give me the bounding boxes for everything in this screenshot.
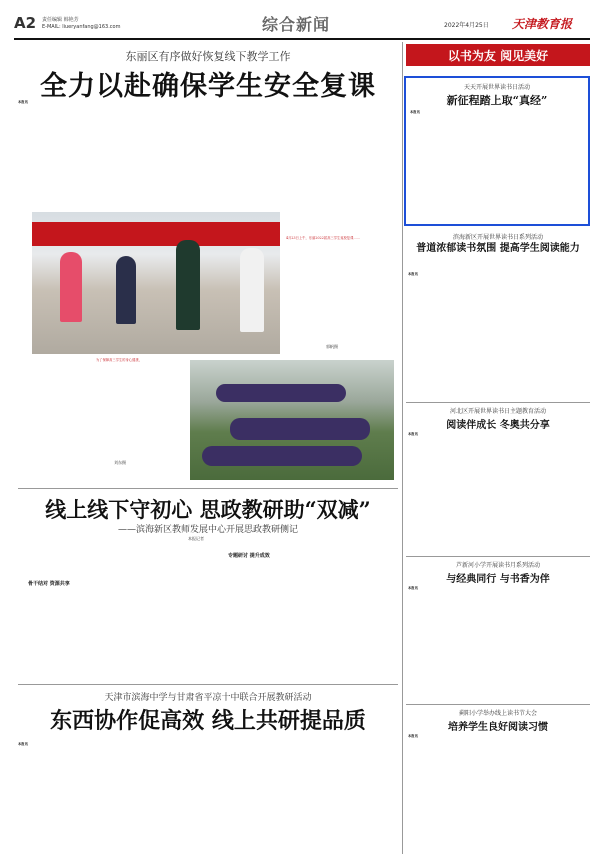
second-headline: 线上线下守初心 思政教研助“双减” [45, 497, 371, 522]
page-number-badge: A2 [14, 14, 37, 32]
lead-photo-field [190, 360, 394, 480]
lead-photo-caption-2 [96, 358, 184, 416]
lead-body-col-4 [306, 100, 396, 246]
sidebar-article-body [408, 734, 588, 852]
student-figure [60, 252, 82, 322]
second-subhead: ——滨海新区教师发展中心开展思政教研侧记 [117, 525, 298, 535]
issue-date: 2022年4月25日 [444, 22, 489, 29]
section-title: 综合新闻 [262, 15, 331, 34]
sidebar-box-body [410, 110, 584, 222]
sidebar-article-byline: 本报讯 [408, 432, 418, 436]
third-story [18, 688, 398, 738]
sidebar-article-3 [406, 558, 590, 702]
caption-2-text: 为了保障高三学生的身心健康， [96, 358, 143, 362]
sidebar-article-kicker: 芦新河小学开展读书月系列活动 [455, 562, 540, 569]
sidebar-item-divider [406, 556, 590, 557]
student-lying [230, 418, 370, 440]
sidebar-box-headline: 新征程踏上取“真经” [446, 94, 548, 107]
second-body-col-1 [18, 556, 108, 680]
third-byline: 本报讯 [18, 742, 28, 746]
email-label: E-MAIL: liueryanfang@163.com [42, 24, 121, 30]
sidebar-article-4 [406, 706, 590, 854]
sidebar-article-1 [406, 230, 590, 400]
sidebar-item-divider [406, 402, 590, 403]
third-kicker: 天津市滨海中学与甘肃省平凉十中联合开展教研活动 [104, 693, 312, 703]
second-body-col-2 [114, 556, 204, 680]
sidebar-article-headline: 与经典同行 与书香为伴 [446, 574, 550, 585]
section-divider [18, 488, 398, 489]
page-header [14, 10, 590, 38]
lead-kicker: 东丽区有序做好恢复线下教学工作 [125, 50, 291, 63]
sidebar-article-body [408, 432, 588, 552]
student-lying [202, 446, 362, 466]
editor-label: 责任编辑 韩艳芳 [42, 17, 79, 23]
second-body-col-4 [306, 556, 398, 680]
lead-headline: 全力以赴确保学生安全复课 [40, 71, 376, 102]
red-banner [32, 222, 280, 246]
student-lying [216, 384, 346, 402]
sidebar-article-headline: 培养学生良好阅读习惯 [448, 722, 548, 733]
sidebar-item-divider [406, 704, 590, 705]
sidebar-article-2 [406, 404, 590, 554]
sidebar-article-headline: 阅读伴成长 冬奥共分享 [446, 420, 550, 431]
sidebar-article-byline: 本报讯 [408, 586, 418, 590]
second-subhead-2: 专题研讨 提升成效 [228, 553, 270, 559]
student-figure [240, 248, 264, 332]
sidebar-divider [402, 42, 403, 854]
sidebar-article-headline: 普道浓郁读书氛围 提高学生阅读能力 [416, 243, 580, 254]
student-figure [176, 240, 200, 330]
section-divider [18, 684, 398, 685]
sidebar-box-kicker: 天天开展世界读书日活动 [463, 84, 530, 91]
masthead-logo: 天津教育报 [512, 17, 573, 31]
third-body-col-2 [114, 742, 204, 854]
second-subhead-1: 骨干结对 资源共享 [28, 581, 70, 587]
lead-photo-credit-1: 郭帆摄 [326, 344, 338, 349]
sidebar-highlight-box [404, 76, 590, 226]
sidebar-article-kicker: 河北区开展世界读书日主题教育活动 [449, 408, 546, 415]
caption-1-text: 4月23日上午，东丽2022届高三学生返校复课…… [286, 236, 361, 240]
third-body-col-3 [210, 742, 300, 854]
sidebar-banner-text: 以书为友 阅见美好 [447, 49, 549, 63]
sidebar-article-body [408, 586, 588, 698]
sidebar-article-kicker: 蓟阳小学举办线上读书节大会 [458, 710, 537, 717]
sidebar-article-kicker: 滨海新区开展世界读书日系列活动 [452, 234, 543, 241]
second-byline: 本报记者 [188, 536, 204, 541]
lead-photo-caption-1 [286, 236, 380, 296]
sidebar-box-byline: 本报讯 [410, 110, 420, 114]
lead-byline: 本报讯 [18, 100, 28, 104]
third-headline: 东西协作促高效 线上共研提品质 [50, 708, 366, 734]
sidebar-article-body [408, 272, 588, 398]
second-body-col-3 [210, 556, 300, 680]
lead-photo-credit-2: 刘东摄 [114, 460, 126, 465]
lead-photo-students [32, 212, 280, 354]
student-figure [116, 256, 136, 324]
sidebar-article-byline: 本报讯 [408, 734, 418, 738]
header-rule [14, 38, 590, 40]
third-body-col-4 [306, 742, 398, 854]
third-body-col-1 [18, 742, 108, 854]
sidebar-banner [406, 44, 590, 66]
sidebar-article-byline: 本报讯 [408, 272, 418, 276]
